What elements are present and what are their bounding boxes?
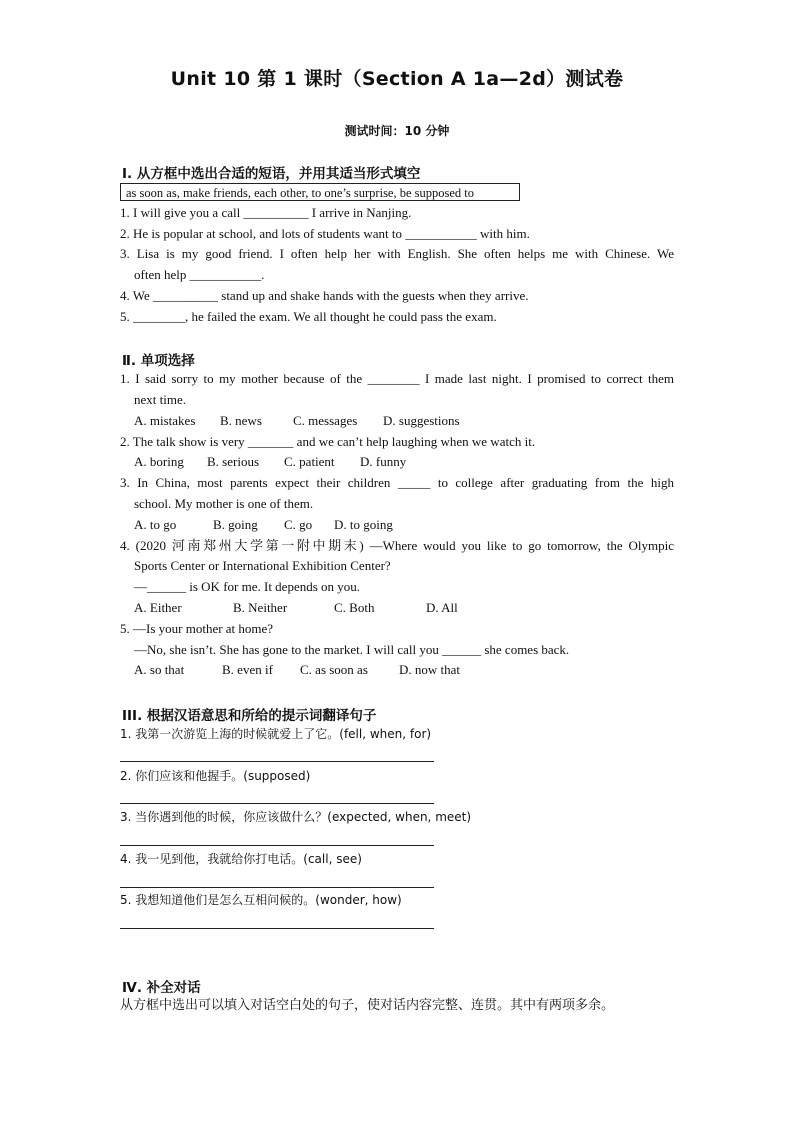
option-a[interactable]: A. mistakes xyxy=(134,413,196,428)
option-b[interactable]: B. news xyxy=(220,413,262,428)
option-a[interactable]: A. boring xyxy=(134,454,184,469)
option-c[interactable]: C. messages xyxy=(293,413,358,428)
s2-question-2: 2. The talk show is very _______ and we can’t help laughing when we watch it. xyxy=(120,434,536,449)
option-a[interactable]: A. to go xyxy=(134,517,177,532)
answer-line[interactable] xyxy=(120,845,434,846)
option-d[interactable]: D. suggestions xyxy=(383,413,460,428)
s3-question-3: 3. 当你遇到他的时候，你应该做什么？(expected, when, meet) xyxy=(120,810,472,824)
s1-question-2: 2. He is popular at school, and lots of students want to ___________ with him. xyxy=(120,226,530,241)
s3-question-1: 1. 我第一次游览上海的时候就爱上了它。(fell, when, for) xyxy=(120,727,432,741)
s2-question-1: 1. I said sorry to my mother because of the ________ I made last night. I promised to correct them xyxy=(120,371,674,386)
test-time: 测试时间：10 分钟 xyxy=(344,124,450,138)
phrase-box: as soon as, make friends, each other, to one’s surprise, be supposed to xyxy=(120,183,520,201)
option-a[interactable]: A. so that xyxy=(134,662,185,677)
s2-question-3-cont: school. My mother is one of them. xyxy=(134,496,314,511)
option-d[interactable]: D. now that xyxy=(399,662,461,677)
s2-q5-options xyxy=(134,660,460,680)
option-b[interactable]: B. going xyxy=(213,517,258,532)
s1-question-5: 5. ________, he failed the exam. We all thought he could pass the exam. xyxy=(120,309,497,324)
section4-instruction: 从方框中选出可以填入对话空白处的句子，使对话内容完整、连贯。其中有两项多余。 xyxy=(120,998,615,1013)
s2-q3-options xyxy=(134,515,393,535)
option-d[interactable]: D. funny xyxy=(360,454,407,469)
option-c[interactable]: C. Both xyxy=(334,600,375,615)
option-c[interactable]: C. as soon as xyxy=(300,662,368,677)
option-c[interactable]: C. patient xyxy=(284,454,335,469)
s2-question-5-reply: —No, she isn’t. She has gone to the market. I will call you ______ she comes back. xyxy=(134,642,570,657)
section2-heading: Ⅱ. 单项选择 xyxy=(122,353,195,369)
s2-question-3: 3. In China, most parents expect their children _____ to college after graduating from the high xyxy=(120,475,674,490)
s1-question-3: 3. Lisa is my good friend. I often help her with English. She often helps me with Chinese. We xyxy=(120,246,674,261)
s2-question-4-reply: —______ is OK for me. It depends on you. xyxy=(134,579,361,594)
option-b[interactable]: B. even if xyxy=(222,662,273,677)
section4-heading: Ⅳ. 补全对话 xyxy=(122,980,201,996)
option-c[interactable]: C. go xyxy=(284,517,313,532)
s1-question-4: 4. We __________ stand up and shake hands with the guests when they arrive. xyxy=(120,288,529,303)
answer-line[interactable] xyxy=(120,928,434,929)
s2-q2-options xyxy=(134,452,406,472)
s2-question-5: 5. —Is your mother at home? xyxy=(120,621,274,636)
option-d[interactable]: D. to going xyxy=(334,517,393,532)
s2-q1-options xyxy=(134,411,460,431)
section3-heading: III. 根据汉语意思和所给的提示词翻译句子 xyxy=(122,708,377,724)
s3-question-5: 5. 我想知道他们是怎么互相问候的。(wonder, how) xyxy=(120,893,402,907)
section1-heading: Ⅰ. 从方框中选出合适的短语，并用其适当形式填空 xyxy=(122,166,421,182)
answer-line[interactable] xyxy=(120,761,434,762)
s3-question-2: 2. 你们应该和他握手。(supposed) xyxy=(120,769,311,783)
s1-question-3-cont: often help ___________. xyxy=(134,267,265,282)
answer-line[interactable] xyxy=(120,803,434,804)
s2-question-4: 4. (2020 河南郑州大学第一附中期末) —Where would you like to go tomorrow, the Olympic xyxy=(120,538,674,553)
s3-question-4: 4. 我一见到他，我就给你打电话。(call, see) xyxy=(120,852,362,866)
s2-q4-options xyxy=(134,598,458,618)
page-title: Unit 10 第 1 课时（Section A 1a—2d）测试卷 xyxy=(170,68,624,90)
option-b[interactable]: B. Neither xyxy=(233,600,288,615)
s2-question-1-cont: next time. xyxy=(134,392,186,407)
s1-question-1: 1. I will give you a call __________ I arrive in Nanjing. xyxy=(120,205,412,220)
option-b[interactable]: B. serious xyxy=(207,454,259,469)
option-d[interactable]: D. All xyxy=(426,600,458,615)
answer-line[interactable] xyxy=(120,887,434,888)
s2-question-4-cont: Sports Center or International Exhibition Center? xyxy=(134,558,391,573)
option-a[interactable]: A. Either xyxy=(134,600,182,615)
